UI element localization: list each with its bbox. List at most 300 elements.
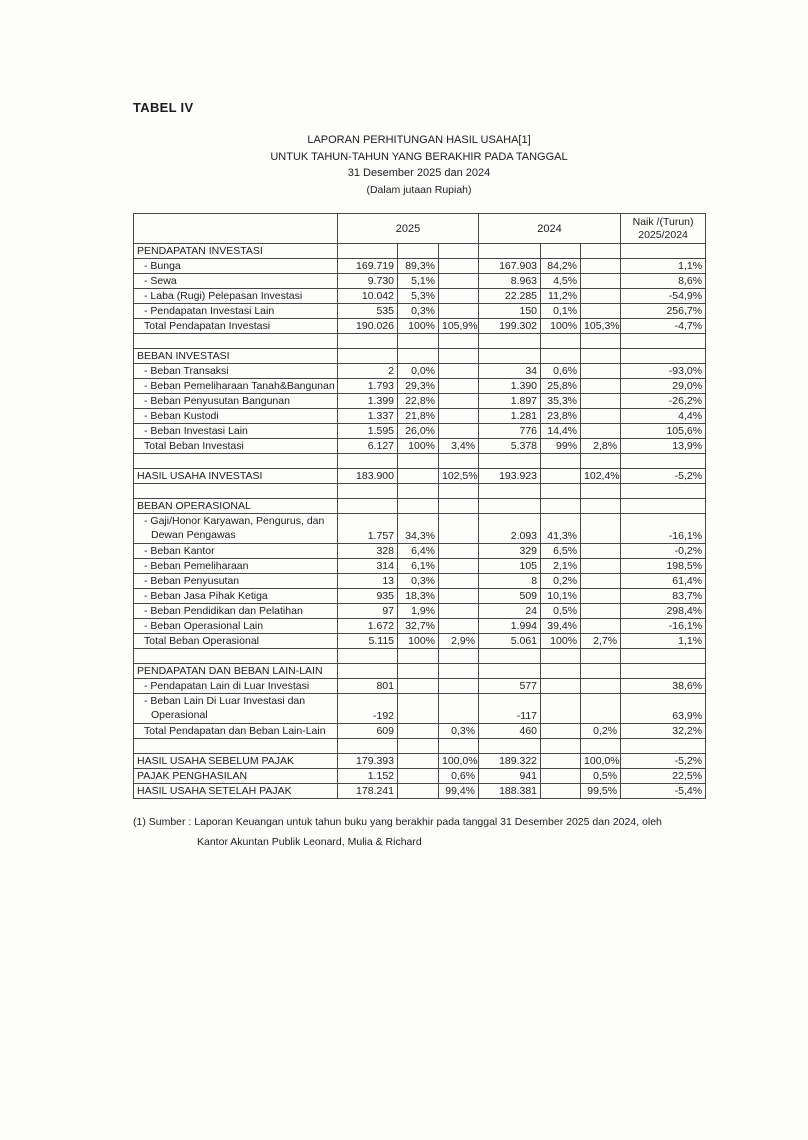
row-label: - Laba (Rugi) Pelepasan Investasi <box>134 289 338 304</box>
cell-2024-pct2: 0,2% <box>581 724 621 739</box>
cell-change-pct: -16,1% <box>621 514 706 544</box>
cell-2024-value: 193.923 <box>479 469 541 484</box>
header-change-line2: 2025/2024 <box>638 228 688 241</box>
row-label: - Beban Investasi Lain <box>134 424 338 439</box>
cell-2024-pct: 10,1% <box>541 589 581 604</box>
cell-2024-value: 1.897 <box>479 394 541 409</box>
table-row <box>134 604 706 619</box>
table-row <box>134 619 706 634</box>
row-label: PENDAPATAN INVESTASI <box>134 244 338 259</box>
cell-2025-value: 801 <box>338 679 398 694</box>
table-row <box>134 364 706 379</box>
table-row <box>134 319 706 334</box>
row-label <box>134 649 338 664</box>
cell-2025-pct2 <box>439 364 479 379</box>
cell-2025-pct2 <box>439 379 479 394</box>
cell-2024-pct2: 0,5% <box>581 769 621 784</box>
cell-change-pct <box>621 334 706 349</box>
spacer-row <box>134 649 706 664</box>
cell-2024-pct2 <box>581 274 621 289</box>
cell-2025-value: 1.399 <box>338 394 398 409</box>
cell-2024-pct2 <box>581 484 621 499</box>
cell-2024-pct2: 99,5% <box>581 784 621 799</box>
cell-2025-pct2 <box>439 739 479 754</box>
cell-2025-value: 97 <box>338 604 398 619</box>
cell-2025-value: 5.115 <box>338 634 398 649</box>
cell-2025-pct <box>398 724 439 739</box>
row-label: HASIL USAHA SEBELUM PAJAK <box>134 754 338 769</box>
row-label: Total Beban Operasional <box>134 634 338 649</box>
cell-2025-pct: 0,3% <box>398 574 439 589</box>
table-row <box>134 559 706 574</box>
row-label: - Beban Kustodi <box>134 409 338 424</box>
cell-2025-pct <box>398 349 439 364</box>
cell-2025-pct <box>398 499 439 514</box>
income-statement-table <box>133 213 706 799</box>
cell-2025-pct <box>398 649 439 664</box>
table-row <box>134 259 706 274</box>
cell-2024-value <box>479 244 541 259</box>
cell-2024-pct2 <box>581 739 621 754</box>
cell-2024-value: 188.381 <box>479 784 541 799</box>
cell-2025-pct: 89,3% <box>398 259 439 274</box>
cell-2025-value: 169.719 <box>338 259 398 274</box>
cell-2024-value: 5.378 <box>479 439 541 454</box>
cell-2024-pct: 84,2% <box>541 259 581 274</box>
table-row <box>134 499 706 514</box>
cell-2025-pct2: 102,5% <box>439 469 479 484</box>
cell-2025-pct2: 100,0% <box>439 754 479 769</box>
cell-change-pct: 1,1% <box>621 259 706 274</box>
cell-2025-pct <box>398 679 439 694</box>
cell-2024-pct2 <box>581 544 621 559</box>
cell-2024-pct: 2,1% <box>541 559 581 574</box>
cell-2024-pct2 <box>581 379 621 394</box>
cell-2025-pct2 <box>439 424 479 439</box>
cell-2025-pct <box>398 664 439 679</box>
table-row <box>134 304 706 319</box>
table-row <box>134 574 706 589</box>
cell-2024-pct2 <box>581 664 621 679</box>
row-label <box>134 484 338 499</box>
cell-change-pct: -5,2% <box>621 754 706 769</box>
cell-2025-pct2 <box>439 409 479 424</box>
cell-2025-pct <box>398 754 439 769</box>
cell-2025-pct <box>398 769 439 784</box>
cell-2024-pct2 <box>581 499 621 514</box>
cell-2025-pct2: 99,4% <box>439 784 479 799</box>
cell-2024-pct2 <box>581 694 621 724</box>
cell-2025-pct: 100% <box>398 439 439 454</box>
cell-2025-pct2 <box>439 499 479 514</box>
table-row <box>134 379 706 394</box>
document-period: 31 Desember 2025 dan 2024 <box>347 167 491 179</box>
cell-2024-pct: 11,2% <box>541 289 581 304</box>
currency-note: (Dalam jutaan Rupiah) <box>366 183 472 196</box>
cell-2024-pct: 100% <box>541 319 581 334</box>
cell-change-pct <box>621 349 706 364</box>
row-label <box>134 334 338 349</box>
cell-2024-value: 22.285 <box>479 289 541 304</box>
table-row <box>134 244 706 259</box>
cell-2024-pct: 0,5% <box>541 604 581 619</box>
cell-change-pct <box>621 649 706 664</box>
cell-2024-value: 8.963 <box>479 274 541 289</box>
footnote-line1: (1) Sumber : Laporan Keuangan untuk tahun buku yang berakhir pada tanggal 31 Desember 2025 dan 2024, oleh <box>133 816 662 828</box>
cell-2024-value: 1.390 <box>479 379 541 394</box>
row-label: - Beban Operasional Lain <box>134 619 338 634</box>
cell-2025-pct2 <box>439 454 479 469</box>
cell-2024-value: 776 <box>479 424 541 439</box>
cell-2025-value: 314 <box>338 559 398 574</box>
cell-2025-value: 9.730 <box>338 274 398 289</box>
cell-2025-pct2 <box>439 349 479 364</box>
cell-2024-value: 150 <box>479 304 541 319</box>
cell-2024-pct2 <box>581 409 621 424</box>
cell-2024-pct: 4,5% <box>541 274 581 289</box>
cell-2025-pct2 <box>439 559 479 574</box>
row-label: Total Pendapatan dan Beban Lain-Lain <box>134 724 338 739</box>
cell-2025-pct: 0,3% <box>398 304 439 319</box>
cell-2024-pct <box>541 664 581 679</box>
cell-2024-value <box>479 664 541 679</box>
table-row <box>134 544 706 559</box>
cell-2024-pct: 6,5% <box>541 544 581 559</box>
cell-2024-pct <box>541 769 581 784</box>
cell-2025-pct <box>398 739 439 754</box>
cell-2024-pct2: 2,7% <box>581 634 621 649</box>
source-footnote <box>133 812 662 852</box>
cell-2024-pct: 0,6% <box>541 364 581 379</box>
cell-2024-value: 8 <box>479 574 541 589</box>
cell-2024-pct <box>541 484 581 499</box>
cell-2024-pct <box>541 334 581 349</box>
table-row <box>134 349 706 364</box>
cell-2025-pct <box>398 454 439 469</box>
cell-2025-value: 179.393 <box>338 754 398 769</box>
cell-2024-pct <box>541 724 581 739</box>
cell-2025-pct: 18,3% <box>398 589 439 604</box>
row-label: - Beban Penyusutan <box>134 574 338 589</box>
cell-change-pct: 32,2% <box>621 724 706 739</box>
cell-2024-pct: 99% <box>541 439 581 454</box>
cell-2025-pct2 <box>439 589 479 604</box>
cell-change-pct: -93,0% <box>621 364 706 379</box>
cell-2024-pct: 0,1% <box>541 304 581 319</box>
cell-2025-value: 1.672 <box>338 619 398 634</box>
table-header-row <box>134 214 706 244</box>
cell-change-pct: -26,2% <box>621 394 706 409</box>
cell-2024-value <box>479 499 541 514</box>
cell-2025-pct2 <box>439 664 479 679</box>
cell-2025-pct2 <box>439 544 479 559</box>
table-row <box>134 439 706 454</box>
cell-2024-pct <box>541 499 581 514</box>
cell-2025-value <box>338 454 398 469</box>
cell-2024-pct <box>541 349 581 364</box>
cell-2024-pct2: 100,0% <box>581 754 621 769</box>
row-label: - Beban Pendidikan dan Pelatihan <box>134 604 338 619</box>
cell-change-pct: -0,2% <box>621 544 706 559</box>
cell-2025-pct2 <box>439 574 479 589</box>
cell-2025-value <box>338 334 398 349</box>
cell-2024-pct2 <box>581 304 621 319</box>
cell-2025-value: -192 <box>338 694 398 724</box>
cell-2024-pct2 <box>581 349 621 364</box>
header-year-2024: 2024 <box>479 214 621 244</box>
cell-2024-pct2 <box>581 334 621 349</box>
table-row <box>134 724 706 739</box>
cell-2025-value: 10.042 <box>338 289 398 304</box>
cell-2024-pct <box>541 679 581 694</box>
cell-2025-pct2: 105,9% <box>439 319 479 334</box>
cell-2025-pct2 <box>439 514 479 544</box>
table-row <box>134 769 706 784</box>
cell-2025-pct: 32,7% <box>398 619 439 634</box>
cell-2025-pct: 34,3% <box>398 514 439 544</box>
row-label: HASIL USAHA INVESTASI <box>134 469 338 484</box>
cell-2024-value: 167.903 <box>479 259 541 274</box>
cell-2024-pct <box>541 739 581 754</box>
cell-2025-pct2 <box>439 394 479 409</box>
cell-change-pct: -54,9% <box>621 289 706 304</box>
cell-2024-pct: 14,4% <box>541 424 581 439</box>
cell-2025-pct: 26,0% <box>398 424 439 439</box>
cell-change-pct: 198,5% <box>621 559 706 574</box>
cell-2024-value: 189.322 <box>479 754 541 769</box>
row-label: BEBAN INVESTASI <box>134 349 338 364</box>
cell-2024-value: 941 <box>479 769 541 784</box>
cell-2024-pct2 <box>581 679 621 694</box>
cell-change-pct: 1,1% <box>621 634 706 649</box>
table-row <box>134 424 706 439</box>
cell-2024-pct <box>541 754 581 769</box>
table-row <box>134 274 706 289</box>
cell-2025-pct: 5,1% <box>398 274 439 289</box>
cell-2025-value: 6.127 <box>338 439 398 454</box>
cell-2025-pct2 <box>439 619 479 634</box>
cell-2025-pct <box>398 244 439 259</box>
cell-2024-value <box>479 454 541 469</box>
cell-2025-value <box>338 649 398 664</box>
cell-2025-value: 190.026 <box>338 319 398 334</box>
cell-2024-value: 509 <box>479 589 541 604</box>
cell-2025-pct2: 0,6% <box>439 769 479 784</box>
cell-change-pct: 105,6% <box>621 424 706 439</box>
row-label: Total Pendapatan Investasi <box>134 319 338 334</box>
document-subtitle: UNTUK TAHUN-TAHUN YANG BERAKHIR PADA TANGGAL <box>270 150 568 163</box>
cell-2024-pct2 <box>581 289 621 304</box>
row-label: BEBAN OPERASIONAL <box>134 499 338 514</box>
cell-2024-value: 199.302 <box>479 319 541 334</box>
cell-2025-pct2: 2,9% <box>439 634 479 649</box>
cell-2024-value: 24 <box>479 604 541 619</box>
table-row <box>134 664 706 679</box>
footnote-line2: Kantor Akuntan Publik Leonard, Mulia & Richard <box>197 836 422 848</box>
cell-2024-value: -117 <box>479 694 541 724</box>
table-row <box>134 634 706 649</box>
cell-2025-pct: 100% <box>398 319 439 334</box>
cell-2024-pct: 23,8% <box>541 409 581 424</box>
cell-2025-pct2 <box>439 274 479 289</box>
table-row <box>134 694 706 724</box>
header-change-line1: Naik /(Turun) <box>632 215 694 228</box>
cell-2025-value <box>338 349 398 364</box>
row-label: PAJAK PENGHASILAN <box>134 769 338 784</box>
row-label: - Beban Transaksi <box>134 364 338 379</box>
table-row <box>134 784 706 799</box>
cell-2024-pct: 35,3% <box>541 394 581 409</box>
cell-2025-pct: 5,3% <box>398 289 439 304</box>
cell-2024-value <box>479 349 541 364</box>
cell-2024-pct2 <box>581 559 621 574</box>
cell-2024-pct2 <box>581 259 621 274</box>
cell-2025-value: 1.595 <box>338 424 398 439</box>
row-label: - Beban Kantor <box>134 544 338 559</box>
cell-2024-pct <box>541 469 581 484</box>
cell-change-pct <box>621 484 706 499</box>
cell-2024-pct: 39,4% <box>541 619 581 634</box>
row-label: - Sewa <box>134 274 338 289</box>
cell-change-pct: 4,4% <box>621 409 706 424</box>
cell-2025-pct2 <box>439 679 479 694</box>
cell-2024-pct2 <box>581 244 621 259</box>
cell-2024-pct: 25,8% <box>541 379 581 394</box>
cell-change-pct <box>621 454 706 469</box>
cell-2024-value <box>479 739 541 754</box>
cell-2025-pct2 <box>439 259 479 274</box>
cell-change-pct: 298,4% <box>621 604 706 619</box>
cell-2025-value: 328 <box>338 544 398 559</box>
row-label: PENDAPATAN DAN BEBAN LAIN-LAIN <box>134 664 338 679</box>
cell-change-pct <box>621 244 706 259</box>
cell-change-pct <box>621 499 706 514</box>
table-number-heading: TABEL IV <box>133 100 194 115</box>
cell-change-pct: -16,1% <box>621 619 706 634</box>
cell-2025-pct <box>398 784 439 799</box>
cell-2025-value: 178.241 <box>338 784 398 799</box>
cell-2024-pct: 41,3% <box>541 514 581 544</box>
cell-2024-pct2 <box>581 514 621 544</box>
cell-2025-pct2 <box>439 334 479 349</box>
spacer-row <box>134 739 706 754</box>
cell-2025-pct: 6,1% <box>398 559 439 574</box>
cell-2024-value <box>479 484 541 499</box>
cell-change-pct: 38,6% <box>621 679 706 694</box>
cell-2025-value: 13 <box>338 574 398 589</box>
cell-change-pct: 22,5% <box>621 769 706 784</box>
cell-change-pct <box>621 739 706 754</box>
spacer-row <box>134 334 706 349</box>
cell-2025-value: 2 <box>338 364 398 379</box>
cell-2024-pct: 0,2% <box>541 574 581 589</box>
cell-2024-value: 34 <box>479 364 541 379</box>
cell-2024-value: 5.061 <box>479 634 541 649</box>
cell-2024-value: 105 <box>479 559 541 574</box>
table-row <box>134 679 706 694</box>
cell-change-pct: 8,6% <box>621 274 706 289</box>
cell-change-pct: 256,7% <box>621 304 706 319</box>
cell-2025-value <box>338 499 398 514</box>
row-label: HASIL USAHA SETELAH PAJAK <box>134 784 338 799</box>
cell-2025-pct2 <box>439 289 479 304</box>
cell-2025-pct2: 3,4% <box>439 439 479 454</box>
document-title: LAPORAN PERHITUNGAN HASIL USAHA[1] <box>307 134 531 146</box>
row-label: - Beban Jasa Pihak Ketiga <box>134 589 338 604</box>
header-year-2025: 2025 <box>338 214 479 244</box>
cell-2024-pct2: 102,4% <box>581 469 621 484</box>
cell-2025-pct <box>398 469 439 484</box>
cell-2024-pct2 <box>581 454 621 469</box>
cell-2024-pct2 <box>581 649 621 664</box>
cell-2025-value: 935 <box>338 589 398 604</box>
cell-2024-value: 1.281 <box>479 409 541 424</box>
cell-change-pct <box>621 664 706 679</box>
row-label: Total Beban Investasi <box>134 439 338 454</box>
cell-2024-pct <box>541 244 581 259</box>
cell-2024-pct: 100% <box>541 634 581 649</box>
cell-2025-pct: 0,0% <box>398 364 439 379</box>
cell-change-pct: 61,4% <box>621 574 706 589</box>
cell-2025-value: 535 <box>338 304 398 319</box>
cell-2024-pct2 <box>581 424 621 439</box>
row-label <box>134 454 338 469</box>
table-row <box>134 394 706 409</box>
cell-2024-value <box>479 334 541 349</box>
cell-2025-pct <box>398 694 439 724</box>
row-label: - Pendapatan Lain di Luar Investasi <box>134 679 338 694</box>
cell-change-pct: -5,4% <box>621 784 706 799</box>
cell-2025-value: 1.793 <box>338 379 398 394</box>
cell-2024-value: 460 <box>479 724 541 739</box>
row-label <box>134 739 338 754</box>
cell-2025-pct2 <box>439 604 479 619</box>
cell-2025-pct: 21,8% <box>398 409 439 424</box>
row-label: - Gaji/Honor Karyawan, Pengurus, dan Dewan Pengawas <box>134 514 338 544</box>
cell-change-pct: 13,9% <box>621 439 706 454</box>
cell-2024-pct2 <box>581 589 621 604</box>
cell-2025-pct2 <box>439 694 479 724</box>
spacer-row <box>134 484 706 499</box>
cell-2025-value <box>338 664 398 679</box>
cell-2025-pct: 6,4% <box>398 544 439 559</box>
cell-2025-pct: 29,3% <box>398 379 439 394</box>
cell-2025-pct: 22,8% <box>398 394 439 409</box>
cell-2024-value: 577 <box>479 679 541 694</box>
spacer-row <box>134 454 706 469</box>
cell-2025-pct <box>398 334 439 349</box>
table-row <box>134 469 706 484</box>
cell-change-pct: -4,7% <box>621 319 706 334</box>
cell-2025-value: 1.337 <box>338 409 398 424</box>
cell-2025-pct: 100% <box>398 634 439 649</box>
cell-change-pct: 63,9% <box>621 694 706 724</box>
cell-2025-pct2 <box>439 304 479 319</box>
row-label: - Beban Penyusutan Bangunan <box>134 394 338 409</box>
cell-2024-pct2: 2,8% <box>581 439 621 454</box>
table-row <box>134 289 706 304</box>
header-change-column <box>621 214 706 244</box>
cell-2024-pct2 <box>581 394 621 409</box>
cell-2025-value: 609 <box>338 724 398 739</box>
cell-2024-value: 2.093 <box>479 514 541 544</box>
cell-2024-pct2 <box>581 619 621 634</box>
cell-2024-value: 329 <box>479 544 541 559</box>
header-empty-cell <box>134 214 338 244</box>
cell-2025-pct <box>398 484 439 499</box>
row-label: - Beban Lain Di Luar Investasi dan Operasional <box>134 694 338 724</box>
row-label: - Bunga <box>134 259 338 274</box>
